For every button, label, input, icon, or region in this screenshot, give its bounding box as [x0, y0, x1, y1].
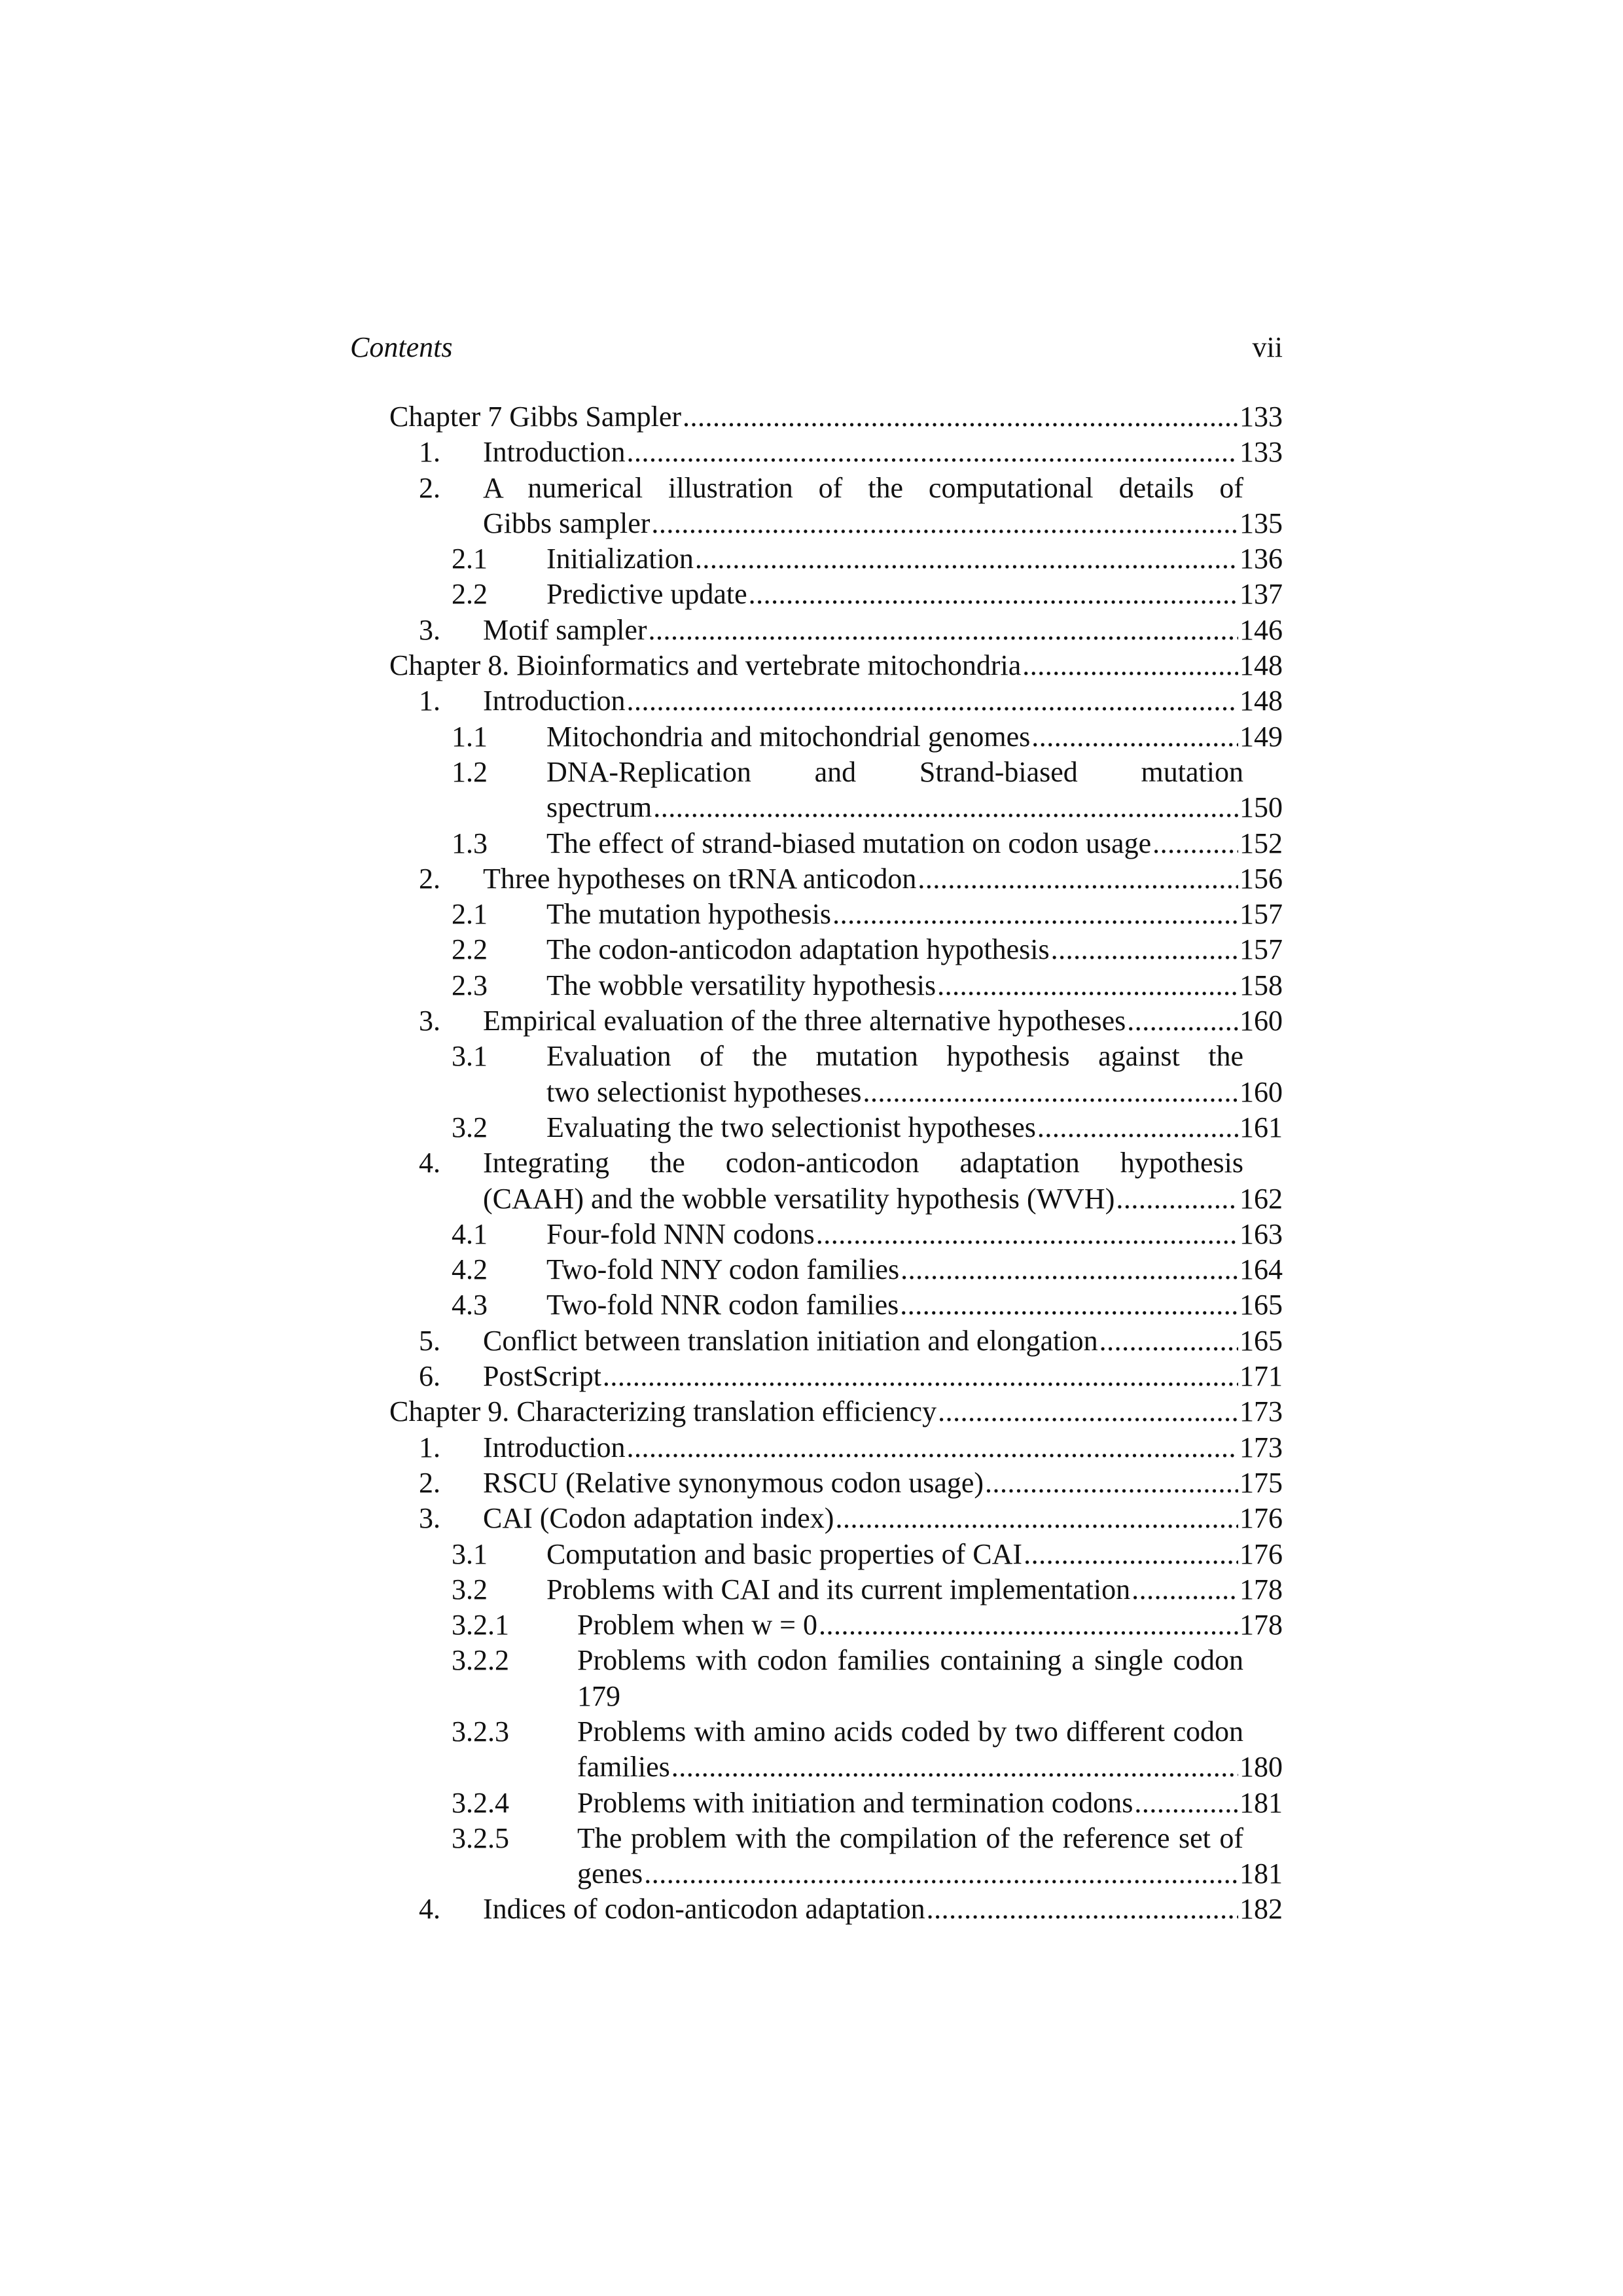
toc-entry [389, 1856, 1283, 1892]
toc-entry [389, 1003, 1283, 1039]
toc-entry [389, 613, 1283, 648]
toc-entry-number: 4. [419, 1147, 440, 1179]
toc-entry [389, 1892, 1283, 1927]
running-head-page-number: vii [1252, 331, 1283, 363]
toc-entry-page: 135 [1240, 507, 1283, 539]
toc-entry [389, 1537, 1283, 1572]
toc-entry-title: CAI (Codon adaptation index) [483, 1502, 834, 1535]
toc-entry-page: 149 [1240, 720, 1283, 753]
toc-entry-title: Conflict between translation initiation and elongation [483, 1324, 1098, 1357]
toc-chapter-title: Chapter 8. Bioinformatics and vertebrate mitochondria [389, 649, 1022, 682]
toc-entry [389, 1145, 1283, 1181]
toc-entry-number: 3.2 [452, 1573, 488, 1605]
toc-entry [389, 1679, 1283, 1714]
toc-entry [389, 932, 1283, 967]
toc-entry-title: Predictive update [546, 578, 747, 611]
toc-entry [389, 968, 1283, 1003]
toc-entry-page: 137 [1240, 578, 1283, 611]
toc-entry-title: The wobble versatility hypothesis [546, 969, 936, 1001]
toc-entry [389, 1287, 1283, 1323]
toc-entry-title: Gibbs sampler [483, 507, 651, 539]
toc-entry-page: 173 [1240, 1431, 1283, 1463]
toc-entry-title: Evaluating the two selectionist hypotheses [546, 1111, 1036, 1143]
toc-entry-title: 179 [577, 1679, 620, 1712]
toc-entry [389, 1643, 1283, 1678]
toc-entry-page: 146 [1240, 613, 1283, 646]
toc-leader-dots [1127, 1003, 1238, 1039]
toc-entry [389, 1821, 1283, 1856]
toc-entry-title: Mitochondria and mitochondrial genomes [546, 720, 1031, 753]
toc-entry [389, 1607, 1283, 1643]
toc-entry-title: Problems with initiation and termination codons [577, 1786, 1133, 1819]
toc-entry-page: 160 [1240, 1005, 1283, 1037]
toc-entry [389, 861, 1283, 897]
toc-entry-title: Three hypotheses on tRNA anticodon [483, 862, 917, 895]
toc-entry-number: 4. [419, 1893, 440, 1926]
toc-entry-title: Two-fold NNR codon families [546, 1289, 899, 1321]
toc-entry-title: Problem when w = 0 [577, 1609, 817, 1641]
toc-entry-title: spectrum [546, 791, 652, 824]
toc-entry-title: Motif sampler [483, 613, 647, 646]
toc-entry-number: 4.3 [452, 1289, 488, 1321]
toc-entry-number: 3. [419, 613, 440, 646]
toc-entry-page: 182 [1240, 1893, 1283, 1926]
toc-entry-title: Two-fold NNY codon families [546, 1253, 900, 1286]
toc-entry-page: 178 [1240, 1609, 1283, 1641]
toc-entry-page: 171 [1240, 1360, 1283, 1393]
toc-entry-number: 3.2.1 [452, 1609, 509, 1641]
toc-entry-number: 3.2.2 [452, 1644, 509, 1677]
toc-entry-number: 3. [419, 1005, 440, 1037]
toc-entry [389, 683, 1283, 719]
toc-entry-number: 2. [419, 471, 440, 504]
toc-entry-number: 2. [419, 862, 440, 895]
toc-entry-page: 158 [1240, 969, 1283, 1001]
toc-entry-page: 176 [1240, 1537, 1283, 1570]
toc-entry [389, 755, 1283, 790]
toc-entry-title: The problem with the compilation of the reference set of [577, 1821, 1243, 1854]
toc-entry-number: 1.2 [452, 755, 488, 788]
toc-entry-number: 3.2.4 [452, 1786, 509, 1819]
toc-entry-page: 173 [1240, 1395, 1283, 1428]
toc-entry-title: Indices of codon-anticodon adaptation [483, 1893, 925, 1926]
toc-leader-dots [627, 1430, 1238, 1465]
toc-entry-number: 1.3 [452, 827, 488, 859]
toc-leader-dots [927, 1892, 1238, 1927]
toc-entry-number: 1. [419, 436, 440, 469]
toc-entry-title: RSCU (Relative synonymous codon usage) [483, 1466, 984, 1499]
toc-leader-dots [937, 968, 1238, 1003]
toc-leader-dots [816, 1217, 1238, 1252]
toc-entry [389, 648, 1283, 683]
toc-leader-dots [671, 1749, 1238, 1785]
toc-entry-number: 2.3 [452, 969, 488, 1001]
toc-entry-number: 1.1 [452, 720, 488, 753]
toc-entry-number: 4.1 [452, 1217, 488, 1250]
toc-leader-dots [1024, 1537, 1238, 1572]
toc-entry-page: 148 [1240, 649, 1283, 682]
toc-entry-number: 3.2 [452, 1111, 488, 1143]
toc-entry-title: Initialization [546, 543, 694, 575]
toc-entry-title: Introduction [483, 685, 626, 717]
toc-entry-page: 156 [1240, 862, 1283, 895]
toc-chapter-title: Chapter 9. Characterizing translation efficiency [389, 1395, 937, 1428]
toc-leader-dots [749, 577, 1238, 612]
toc-entry-page: 164 [1240, 1253, 1283, 1286]
toc-entry-title: genes [577, 1857, 643, 1890]
toc-leader-dots [683, 399, 1238, 435]
toc-leader-dots [1116, 1181, 1238, 1217]
toc-entry [389, 1181, 1283, 1217]
toc-entry-number: 4.2 [452, 1253, 488, 1286]
toc-entry [389, 577, 1283, 612]
toc-entry-title: two selectionist hypotheses [546, 1075, 862, 1108]
toc-entry-page: 181 [1240, 1786, 1283, 1819]
toc-entry-page: 163 [1240, 1217, 1283, 1250]
toc-entry-title: Problems with codon families containing a single codon [577, 1644, 1243, 1677]
toc-leader-dots [1022, 648, 1238, 683]
toc-leader-dots [695, 541, 1238, 577]
toc-entry [389, 1714, 1283, 1749]
toc-entry-number: 5. [419, 1324, 440, 1357]
toc-entry [389, 1039, 1283, 1074]
toc-entry [389, 1323, 1283, 1359]
toc-entry-page: 181 [1240, 1857, 1283, 1890]
toc-entry-page: 150 [1240, 791, 1283, 824]
toc-entry [389, 1217, 1283, 1252]
toc-entry [389, 719, 1283, 755]
toc-entry [389, 471, 1283, 506]
toc-entry-number: 3.2.3 [452, 1715, 509, 1748]
toc-entry-title: The effect of strand-biased mutation on codon usage [546, 827, 1152, 859]
toc-entry [389, 1749, 1283, 1785]
toc-entry-page: 165 [1240, 1324, 1283, 1357]
toc-leader-dots [985, 1465, 1238, 1501]
toc-entry-page: 162 [1240, 1182, 1283, 1215]
toc-leader-dots [603, 1359, 1238, 1394]
toc-entry-title: (CAAH) and the wobble versatility hypothesis (WVH) [483, 1182, 1115, 1215]
toc-entry-title: The mutation hypothesis [546, 898, 832, 931]
toc-entry [389, 826, 1283, 861]
toc-entry-title: A numerical illustration of the computational details of [483, 471, 1243, 504]
toc-entry [389, 1252, 1283, 1287]
toc-entry-title: families [577, 1751, 670, 1784]
toc-entry-page: 136 [1240, 543, 1283, 575]
toc-leader-dots [901, 1252, 1238, 1287]
toc-entry-number: 1. [419, 685, 440, 717]
toc-entry-title: Problems with amino acids coded by two different codon [577, 1715, 1243, 1748]
toc-chapter-title: Chapter 7 Gibbs Sampler [389, 401, 682, 433]
toc-leader-dots [651, 506, 1238, 541]
toc-entry-number: 2.1 [452, 543, 488, 575]
toc-entry [389, 1075, 1283, 1110]
toc-entry-title: Evaluation of the mutation hypothesis against the [546, 1040, 1243, 1073]
toc-leader-dots [653, 790, 1238, 825]
toc-entry-page: 175 [1240, 1466, 1283, 1499]
toc-entry [389, 1785, 1283, 1821]
running-head-title: Contents [350, 331, 453, 363]
toc-entry [389, 435, 1283, 470]
toc-entry-page: 165 [1240, 1289, 1283, 1321]
running-head [350, 331, 1283, 368]
toc-entry-page: 157 [1240, 898, 1283, 931]
toc-entry-page: 178 [1240, 1573, 1283, 1605]
toc-entry [389, 1110, 1283, 1145]
toc-leader-dots [1132, 1572, 1238, 1607]
toc-leader-dots [627, 435, 1238, 470]
toc-leader-dots [627, 683, 1238, 719]
toc-leader-dots [819, 1607, 1238, 1643]
toc-entry-title: Problems with CAI and its current implementation [546, 1573, 1131, 1605]
toc-entry-number: 2.2 [452, 933, 488, 966]
toc-entry-title: Computation and basic properties of CAI [546, 1537, 1023, 1570]
toc-entry-number: 2.1 [452, 898, 488, 931]
toc-leader-dots [863, 1075, 1239, 1110]
toc-entry-number: 3.1 [452, 1537, 488, 1570]
toc-entry-title: Empirical evaluation of the three alternative hypotheses [483, 1005, 1126, 1037]
toc-leader-dots [1134, 1785, 1238, 1821]
toc-leader-dots [835, 1501, 1238, 1536]
toc-entry-number: 3.2.5 [452, 1821, 509, 1854]
toc-entry-page: 148 [1240, 685, 1283, 717]
toc-entry-title: Introduction [483, 436, 626, 469]
toc-entry-page: 161 [1240, 1111, 1283, 1143]
toc-entry-page: 152 [1240, 827, 1283, 859]
toc-entry [389, 541, 1283, 577]
toc-entry-page: 160 [1240, 1075, 1283, 1108]
toc-entry-number: 3. [419, 1502, 440, 1535]
toc-entry-title: Four-fold NNN codons [546, 1217, 815, 1250]
toc-leader-dots [1099, 1323, 1238, 1359]
toc-entry [389, 506, 1283, 541]
toc-entry-number: 3.1 [452, 1040, 488, 1073]
toc-entry-page: 157 [1240, 933, 1283, 966]
toc-leader-dots [1152, 826, 1238, 861]
toc-entry [389, 1501, 1283, 1536]
toc-leader-dots [900, 1287, 1238, 1323]
toc-entry-number: 2. [419, 1466, 440, 1499]
toc-entry-page: 180 [1240, 1751, 1283, 1784]
toc-entry [389, 1394, 1283, 1429]
toc-entry-title: Introduction [483, 1431, 626, 1463]
toc-entry-number: 6. [419, 1360, 440, 1393]
toc-leader-dots [1051, 932, 1238, 967]
toc-entry-title: Integrating the codon-anticodon adaptation hypothesis [483, 1147, 1243, 1179]
toc-entry [389, 897, 1283, 932]
toc-entry-title: DNA-Replication and Strand-biased mutation [546, 755, 1243, 788]
toc-leader-dots [644, 1856, 1238, 1892]
toc-entry [389, 399, 1283, 435]
toc-leader-dots [1031, 719, 1238, 755]
toc-entry [389, 1430, 1283, 1465]
toc-entry [389, 790, 1283, 825]
toc-entry-page: 133 [1240, 436, 1283, 469]
toc-entry-title: PostScript [483, 1360, 601, 1393]
toc-leader-dots [649, 613, 1238, 648]
toc-entry-number: 1. [419, 1431, 440, 1463]
toc-leader-dots [832, 897, 1238, 932]
toc-entry [389, 1465, 1283, 1501]
toc-entry [389, 1572, 1283, 1607]
table-of-contents [389, 399, 1283, 1928]
toc-entry [389, 1359, 1283, 1394]
toc-entry-title: The codon-anticodon adaptation hypothesis [546, 933, 1050, 966]
toc-leader-dots [918, 861, 1238, 897]
toc-entry-number: 2.2 [452, 578, 488, 611]
toc-leader-dots [1037, 1110, 1238, 1145]
toc-entry-page: 133 [1240, 401, 1283, 433]
toc-entry-page: 176 [1240, 1502, 1283, 1535]
toc-leader-dots [938, 1394, 1238, 1429]
